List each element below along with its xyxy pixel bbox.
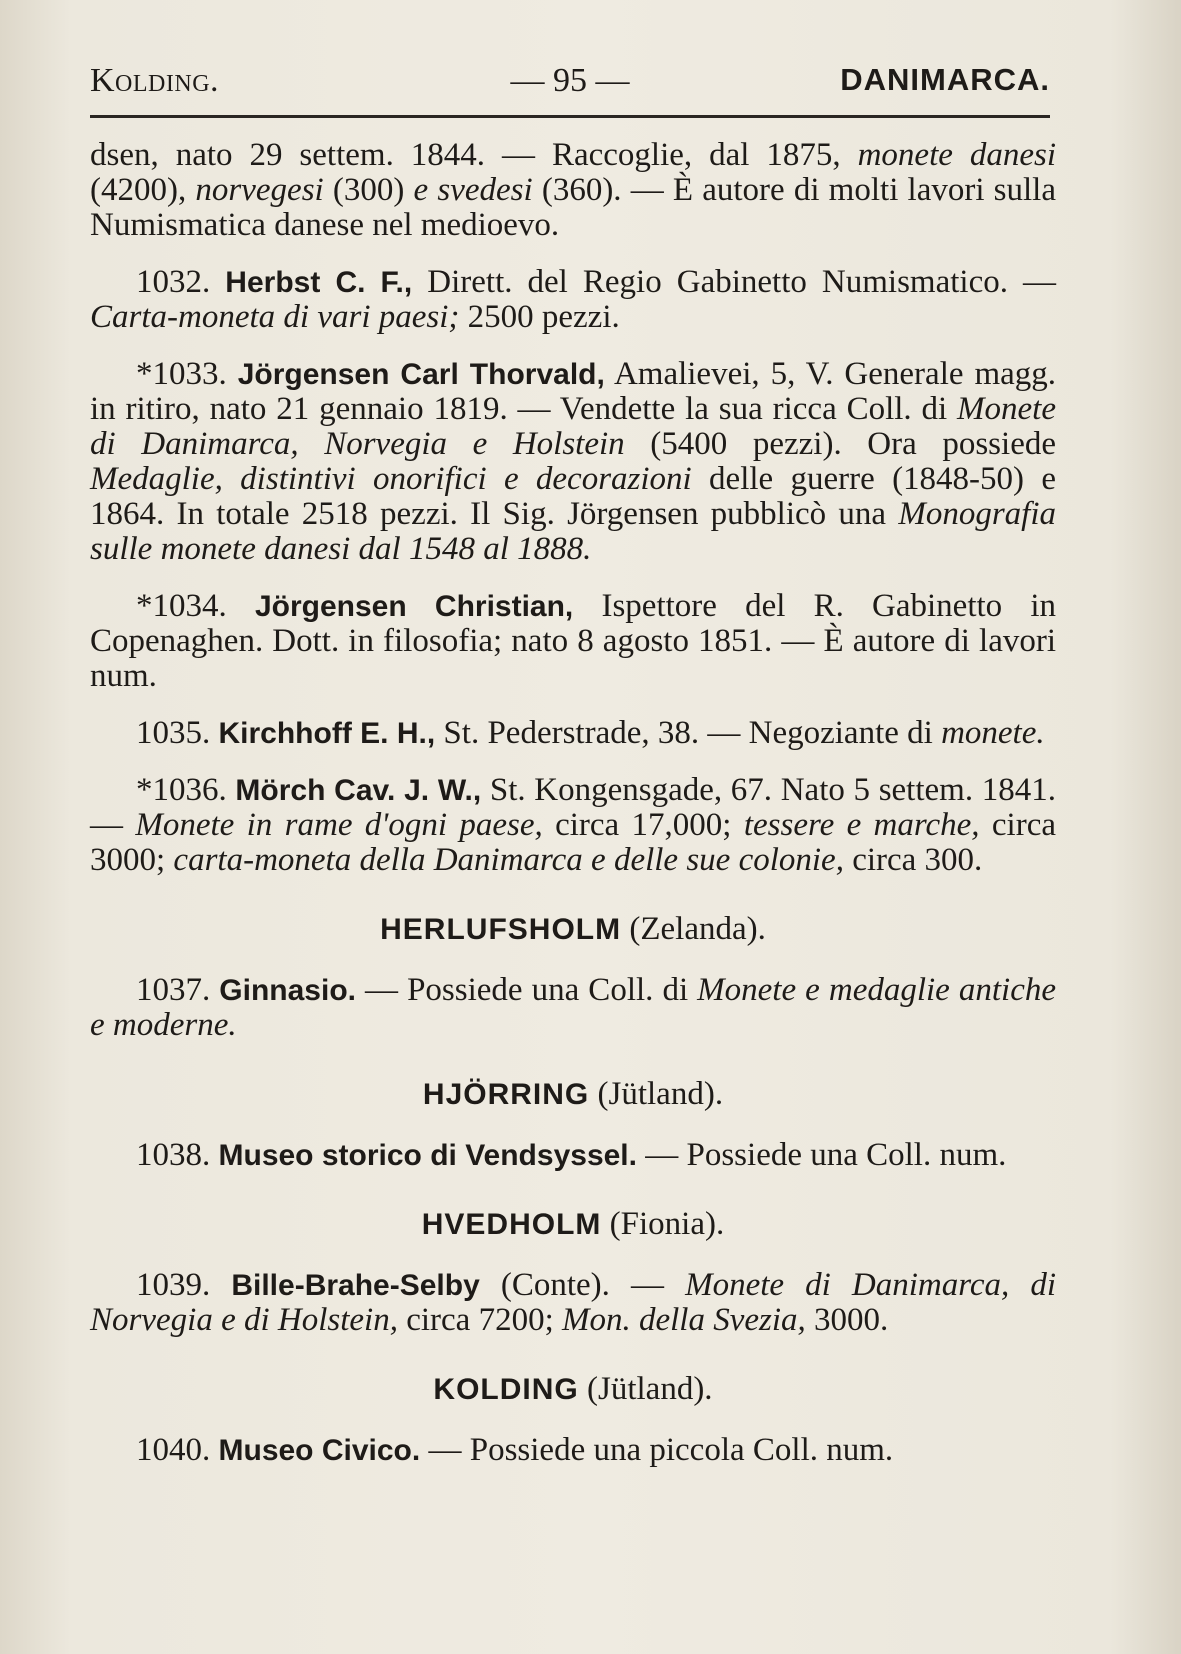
italic-text: norvegesi <box>195 172 324 208</box>
entry-name: Jörgensen Carl Thorvald, <box>237 358 605 391</box>
city-region: (Jütland). <box>589 1076 724 1112</box>
italic-text: Medaglie, distintivi onorifici e decorazioni <box>90 461 692 497</box>
city-region: (Jütland). <box>578 1371 713 1407</box>
text: 3000. <box>805 1302 889 1338</box>
entry-number: *1036. <box>136 772 227 808</box>
text: — Possiede una Coll. num. <box>636 1137 1007 1173</box>
entry-name: Museo Civico. <box>218 1434 421 1467</box>
text: (360). — È autore di molti lavori sulla Numismatica danese nel medioevo. <box>90 172 1057 243</box>
text: St. Kongensgade, 67. Nato 5 settem. 1841. — <box>90 772 1057 843</box>
entry-number: 1039. <box>136 1267 211 1303</box>
entry-name: Museo storico di Vendsyssel. <box>218 1139 637 1172</box>
text: dsen, nato 29 settem. 1844. — Raccoglie, dal 1875, <box>90 137 858 173</box>
entry-1032 <box>90 265 1056 335</box>
city-name: HVEDHOLM <box>421 1208 602 1241</box>
text: delle guerre (1848-50) e 1864. In totale 2518 pezzi. Il Sig. Jörgensen pubblicò una <box>90 461 1056 532</box>
entry-number: *1033. <box>136 356 227 392</box>
entry-1034 <box>90 589 1056 694</box>
entry-number: 1032. <box>136 264 211 300</box>
text: Amalievei, 5, V. Generale magg. in ritiro, nato 21 gennaio 1819. — Vendette la sua ricca Coll. di <box>90 356 1057 427</box>
city-name: HJÖRRING <box>422 1078 590 1111</box>
text: (300) <box>323 172 414 208</box>
entry-name: Bille-Brahe-Selby <box>231 1269 480 1302</box>
entry-1035 <box>90 716 1056 751</box>
italic-text: carta-moneta della Danimarca e delle sue colonie, <box>173 842 844 878</box>
entry-number: 1037. <box>136 972 211 1008</box>
entry-1040 <box>90 1433 1056 1468</box>
entry-number: *1034. <box>136 588 227 624</box>
text: circa 300. <box>843 842 983 878</box>
italic-text: Carta-moneta di vari paesi; <box>90 299 460 335</box>
italic-text: monete. <box>941 715 1045 751</box>
city-heading-kolding <box>90 1372 1056 1407</box>
entry-1039 <box>90 1268 1056 1338</box>
entry-name: Ginnasio. <box>219 974 356 1007</box>
entry-number: 1038. <box>136 1137 211 1173</box>
text: circa 17,000; <box>542 807 744 843</box>
text: — Possiede una Coll. di <box>355 972 698 1008</box>
entry-number: 1040. <box>136 1432 211 1468</box>
entry-name: Herbst C. F., <box>225 266 413 299</box>
city-name: HERLUFSHOLM <box>380 913 622 946</box>
text: 2500 pezzi. <box>459 299 620 335</box>
text: (5400 pezzi). Ora possiede <box>624 426 1056 462</box>
text: St. Pederstrade, 38. — Negoziante di <box>435 715 942 751</box>
italic-text: Monete in rame d'ogni paese, <box>135 807 543 843</box>
entry-name: Kirchhoff E. H., <box>218 717 436 750</box>
text: — Possiede una piccola Coll. num. <box>420 1432 894 1468</box>
header-left: Kolding. <box>90 62 220 99</box>
italic-text: Monografia sulle monete danesi dal 1548 al 1888. <box>90 496 1056 567</box>
text: circa 7200; <box>397 1302 562 1338</box>
text: (4200), <box>90 172 196 208</box>
entry-1037 <box>90 973 1056 1043</box>
entry-number: 1035. <box>136 715 211 751</box>
city-region: (Zelanda). <box>621 911 766 947</box>
text: (Conte). — <box>479 1267 686 1303</box>
italic-text: monete danesi <box>857 137 1057 173</box>
city-heading-herlufsholm <box>90 912 1056 947</box>
italic-text: tessere e marche, <box>743 807 980 843</box>
page-number: — 95 — <box>510 62 630 99</box>
city-region: (Fionia). <box>601 1206 725 1242</box>
italic-text: Monete di Danimarca, Norvegia e Holstein <box>90 391 1056 462</box>
entry-name: Jörgensen Christian, <box>254 590 574 623</box>
entry-1036 <box>90 773 1056 878</box>
italic-text: Monete e medaglie antiche e moderne. <box>90 972 1056 1043</box>
entry-name: Mörch Cav. J. W., <box>235 774 482 807</box>
entry-continuation <box>90 138 1056 243</box>
page-body <box>90 138 1056 1490</box>
city-name: KOLDING <box>433 1373 579 1406</box>
entry-1038 <box>90 1138 1056 1173</box>
entry-1033 <box>90 357 1056 567</box>
running-header <box>90 62 1050 110</box>
italic-text: Mon. della Svezia, <box>562 1302 806 1338</box>
italic-text: e svedesi <box>413 172 533 208</box>
italic-text: Monete di Danimarca, di Norvegia e di Holstein, <box>90 1267 1056 1338</box>
header-right: DANIMARCA. <box>840 62 1050 97</box>
text: Dirett. del Regio Gabinetto Numismatico. — <box>412 264 1056 300</box>
city-heading-hvedholm <box>90 1207 1056 1242</box>
text: Ispettore del R. Gabinetto in Copenaghen. Dott. in filosofia; nato 8 agosto 1851. — È autore di lavori num. <box>90 588 1057 694</box>
city-heading-hjorring <box>90 1077 1056 1112</box>
header-rule <box>90 115 1050 118</box>
text: circa 3000; <box>90 807 1056 878</box>
